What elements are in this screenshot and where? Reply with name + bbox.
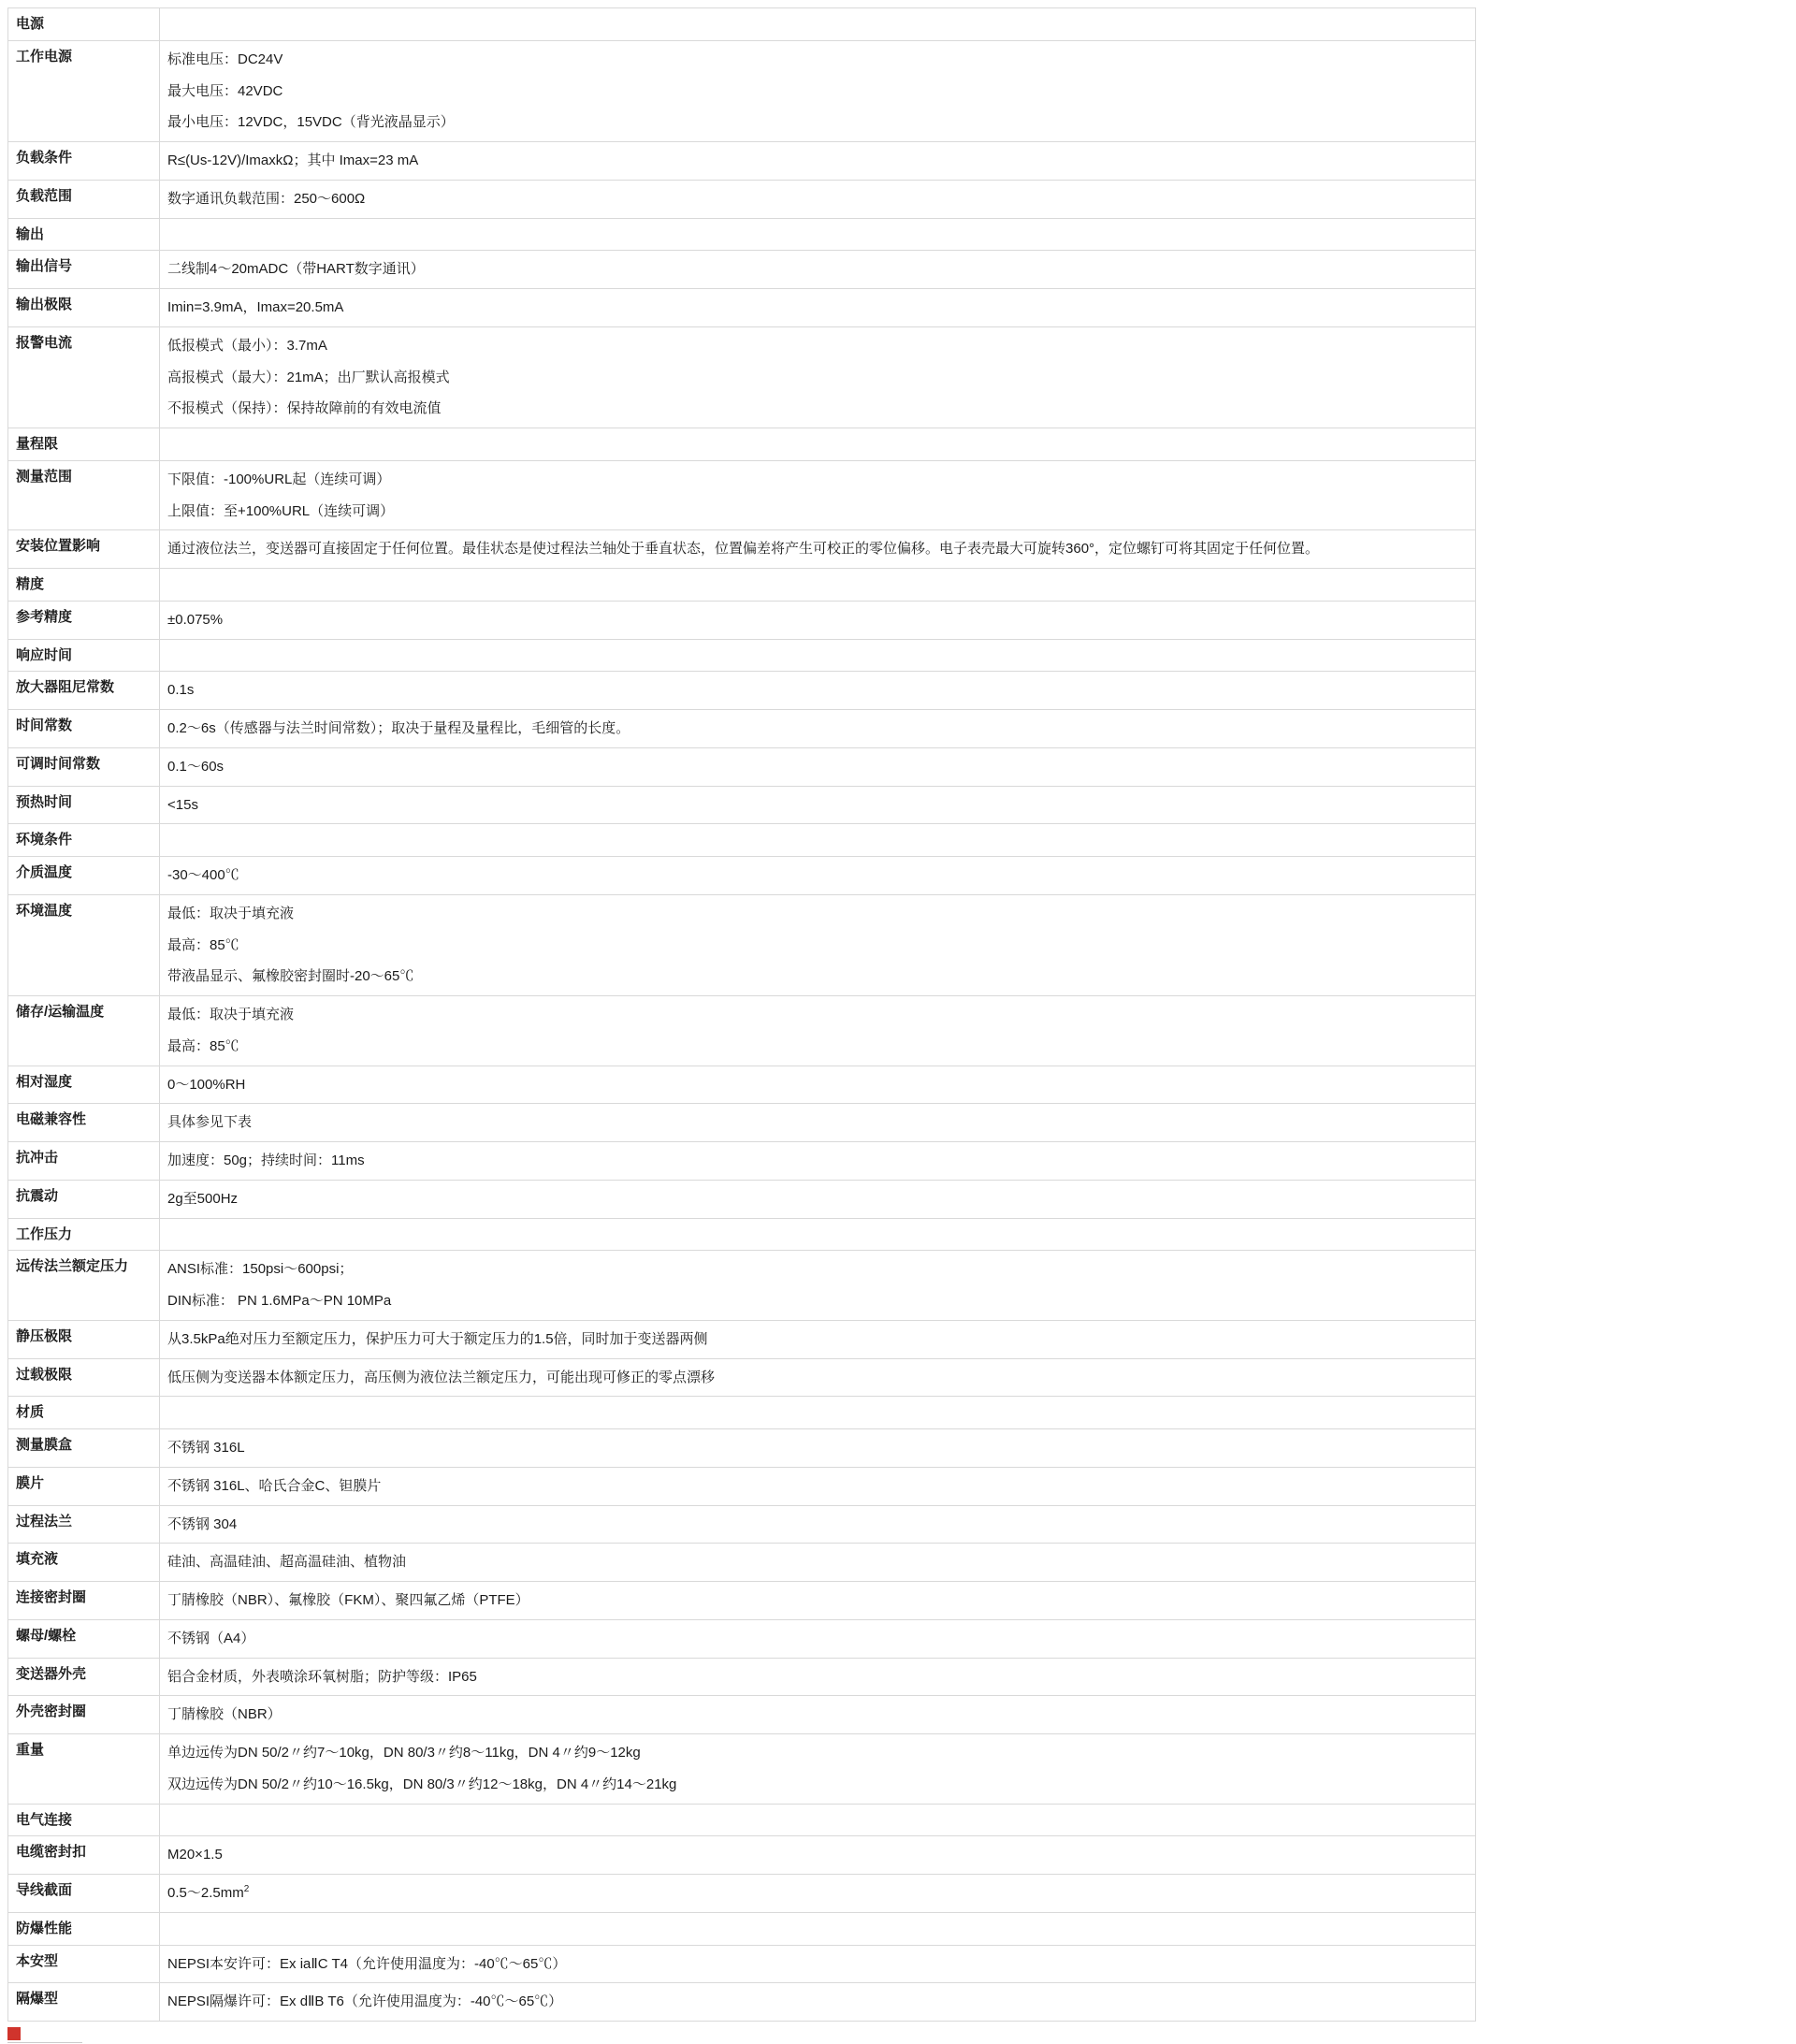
row-value (160, 180, 1476, 218)
table-row (8, 1734, 1476, 1805)
row-value (160, 1804, 1476, 1836)
row-value (160, 251, 1476, 289)
empty-cell (167, 14, 1468, 27)
row-label: 过程法兰 (8, 1505, 160, 1544)
row-value-line: 加速度：50g；持续时间：11ms (167, 1152, 365, 1168)
table-row (8, 996, 1476, 1066)
row-value-line: 0.1s (167, 682, 195, 699)
table-row (8, 747, 1476, 786)
row-value-line: 最高：85℃ (167, 1037, 239, 1054)
row-value (160, 530, 1476, 569)
row-value (160, 1696, 1476, 1734)
row-label: 储存/运输温度 (8, 996, 160, 1066)
row-value-line: 不锈钢 316L (167, 1440, 245, 1456)
row-value-line: 数字通讯负载范围：250～600Ω (167, 190, 366, 207)
specification-table (7, 7, 1476, 2022)
empty-cell (167, 830, 1468, 843)
table-row (8, 1658, 1476, 1696)
table-row (8, 1696, 1476, 1734)
table-row (8, 1251, 1476, 1321)
row-value-line: ANSI标准：150psi～600psi； (167, 1261, 354, 1278)
row-value (160, 747, 1476, 786)
table-row (8, 639, 1476, 672)
row-label: 可调时间常数 (8, 747, 160, 786)
row-value-line: 单边远传为DN 50/2〃约7～10kg，DN 80/3〃约8～11kg，DN 4〃约9～12kg (167, 1745, 641, 1761)
row-label: 静压极限 (8, 1320, 160, 1358)
row-label: 电气连接 (8, 1804, 160, 1836)
table-row (8, 1505, 1476, 1544)
row-value (160, 1104, 1476, 1142)
row-value (160, 218, 1476, 251)
row-label: 材质 (8, 1397, 160, 1429)
table-row (8, 1875, 1476, 1913)
table-row (8, 857, 1476, 895)
row-value-line: 从3.5kPa绝对压力至额定压力，保护压力可大于额定压力的1.5倍，同时加于变送器两侧 (167, 1330, 708, 1347)
empty-cell (167, 645, 1468, 659)
row-label: 抗冲击 (8, 1142, 160, 1181)
row-value-line: 不报模式（保持）：保持故障前的有效电流值 (167, 400, 442, 417)
row-value (160, 857, 1476, 895)
red-square-icon (7, 2027, 21, 2040)
row-value (160, 1429, 1476, 1468)
row-value-line: 低压侧为变送器本体额定压力，高压侧为液位法兰额定压力，可能出现可修正的零点漂移 (167, 1369, 716, 1385)
row-value-line: 丁腈橡胶（NBR）、氟橡胶（FKM）、聚四氟乙烯（PTFE） (167, 1592, 529, 1608)
row-label: 连接密封圈 (8, 1582, 160, 1620)
table-row (8, 569, 1476, 602)
table-row (8, 1065, 1476, 1104)
row-label: 精度 (8, 569, 160, 602)
row-value (160, 1218, 1476, 1251)
row-label: 环境条件 (8, 824, 160, 857)
row-value (160, 326, 1476, 428)
table-row (8, 142, 1476, 181)
row-value-line: 最小电压：12VDC，15VDC（背光液晶显示） (167, 114, 455, 131)
row-label: 外壳密封圈 (8, 1696, 160, 1734)
row-label: 输出 (8, 218, 160, 251)
row-value-line: NEPSI本安许可：Ex iaⅡC T4（允许使用温度为：-40℃～65℃） (167, 1955, 567, 1972)
table-row (8, 1320, 1476, 1358)
table-row (8, 1142, 1476, 1181)
row-value-line: 硅油、高温硅油、超高温硅油、植物油 (167, 1554, 407, 1571)
row-value-line: 最低：取决于填充液 (167, 1007, 295, 1022)
row-value (160, 1358, 1476, 1397)
table-row (8, 1429, 1476, 1468)
row-value-line: 具体参见下表 (167, 1114, 253, 1131)
row-value-line: 丁腈橡胶（NBR） (167, 1706, 282, 1723)
row-label: 响应时间 (8, 639, 160, 672)
table-row (8, 251, 1476, 289)
row-label: 变送器外壳 (8, 1658, 160, 1696)
table-row (8, 1180, 1476, 1218)
table-row (8, 289, 1476, 327)
row-label: 工作压力 (8, 1218, 160, 1251)
empty-cell (167, 1810, 1468, 1823)
row-value (160, 289, 1476, 327)
row-value (160, 460, 1476, 530)
empty-cell (167, 225, 1468, 238)
row-value-line: 0.2～6s（传感器与法兰时间常数）；取决于量程及量程比，毛细管的长度。 (167, 720, 630, 736)
row-label: 过载极限 (8, 1358, 160, 1397)
row-value (160, 1582, 1476, 1620)
row-label: 负载条件 (8, 142, 160, 181)
row-value (160, 1983, 1476, 2022)
row-value (160, 40, 1476, 141)
table-row (8, 530, 1476, 569)
table-row (8, 1104, 1476, 1142)
row-value-line: NEPSI隔爆许可：Ex dⅡB T6（允许使用温度为：-40℃～65℃） (167, 1993, 563, 2010)
row-label: 报警电流 (8, 326, 160, 428)
row-value (160, 142, 1476, 181)
document-page (0, 7, 1796, 2044)
row-value (160, 1505, 1476, 1544)
row-label: 工作电源 (8, 40, 160, 141)
table-row (8, 824, 1476, 857)
row-value-line: 低报模式（最小）：3.7mA (167, 337, 327, 354)
row-label: 膜片 (8, 1467, 160, 1505)
row-label: 隔爆型 (8, 1983, 160, 2022)
row-value (160, 1658, 1476, 1696)
row-value (160, 1836, 1476, 1875)
table-row (8, 40, 1476, 141)
table-row (8, 1836, 1476, 1875)
row-value (160, 710, 1476, 748)
table-row (8, 601, 1476, 639)
row-value-line: 双边远传为DN 50/2〃约10～16.5kg，DN 80/3〃约12～18kg，DN 4〃约14～21kg (167, 1776, 677, 1792)
row-value-line: 通过液位法兰，变送器可直接固定于任何位置。最佳状态是使过程法兰轴处于垂直状态，位置偏差将产生可校正的零位偏移。电子表壳最大可旋转360°，定位螺钉可将其固定于任何位置。 (167, 541, 1320, 558)
row-label: 电磁兼容性 (8, 1104, 160, 1142)
row-value-line: DIN标准： PN 1.6MPa～PN 10MPa (167, 1293, 392, 1309)
row-value (160, 1912, 1476, 1945)
row-label: 导线截面 (8, 1875, 160, 1913)
empty-cell (167, 1225, 1468, 1238)
row-value (160, 672, 1476, 710)
row-value (160, 824, 1476, 857)
table-row (8, 1358, 1476, 1397)
empty-cell (167, 1402, 1468, 1415)
row-value (160, 428, 1476, 461)
row-value-line: 0～100%RH (167, 1076, 246, 1093)
table-row (8, 218, 1476, 251)
row-label: 防爆性能 (8, 1912, 160, 1945)
row-label: 输出信号 (8, 251, 160, 289)
superscript-unit: 2 (243, 1884, 250, 1894)
row-value-line: 2g至500Hz (167, 1190, 239, 1207)
row-value (160, 1320, 1476, 1358)
row-value (160, 639, 1476, 672)
table-row (8, 894, 1476, 995)
row-label: 相对湿度 (8, 1065, 160, 1104)
row-value-line: 下限值：-100%URL起（连续可调） (167, 471, 391, 487)
row-value (160, 996, 1476, 1066)
empty-cell (167, 434, 1468, 447)
row-label: 电缆密封扣 (8, 1836, 160, 1875)
table-row (8, 1983, 1476, 2022)
row-value-line: 不锈钢（A4） (167, 1630, 255, 1646)
row-label: 预热时间 (8, 786, 160, 824)
row-value (160, 1467, 1476, 1505)
table-row (8, 428, 1476, 461)
row-value-line: -30～400℃ (167, 867, 239, 883)
row-value-line: 二线制4～20mADC（带HART数字通讯） (167, 261, 425, 278)
table-row (8, 710, 1476, 748)
row-value-line: 最大电压：42VDC (167, 82, 283, 99)
row-label: 安装位置影响 (8, 530, 160, 569)
empty-cell (167, 574, 1468, 587)
row-value-line: ±0.075% (167, 611, 224, 628)
table-row (8, 786, 1476, 824)
row-value (160, 1734, 1476, 1805)
row-label: 远传法兰额定压力 (8, 1251, 160, 1321)
row-value (160, 1251, 1476, 1321)
table-row (8, 1544, 1476, 1582)
row-label: 参考精度 (8, 601, 160, 639)
row-label: 测量范围 (8, 460, 160, 530)
table-row (8, 180, 1476, 218)
table-row (8, 1619, 1476, 1658)
row-value-line: 最低：取决于填充液 (167, 905, 295, 921)
row-label: 抗震动 (8, 1180, 160, 1218)
table-row (8, 672, 1476, 710)
row-value (160, 1065, 1476, 1104)
row-label: 电源 (8, 8, 160, 41)
row-value (160, 1544, 1476, 1582)
row-value (160, 1875, 1476, 1913)
row-label: 填充液 (8, 1544, 160, 1582)
row-value-line: M20×1.5 (167, 1847, 223, 1863)
table-row (8, 1945, 1476, 1983)
row-value-line: 标准电压：DC24V (167, 51, 283, 67)
row-label: 量程限 (8, 428, 160, 461)
table-row (8, 1582, 1476, 1620)
table-row (8, 1218, 1476, 1251)
row-value-line: 0.1～60s (167, 758, 224, 775)
page-footer-mark (7, 2027, 1476, 2044)
row-label: 时间常数 (8, 710, 160, 748)
row-value-line: 带液晶显示、氟橡胶密封圈时-20～65℃ (167, 968, 414, 985)
row-label: 螺母/螺栓 (8, 1619, 160, 1658)
empty-cell (167, 1919, 1468, 1932)
row-value (160, 569, 1476, 602)
specification-table-body (8, 8, 1476, 2022)
row-label: 重量 (8, 1734, 160, 1805)
row-value-line: R≤(Us-12V)/ImaxkΩ；其中 Imax=23 mA (167, 152, 419, 168)
row-label: 介质温度 (8, 857, 160, 895)
row-value (160, 8, 1476, 41)
row-value-line: 高报模式（最大）：21mA；出厂默认高报模式 (167, 369, 450, 385)
row-value (160, 1397, 1476, 1429)
row-value-line: 不锈钢 316L、哈氏合金C、钽膜片 (167, 1477, 382, 1494)
row-label: 输出极限 (8, 289, 160, 327)
table-row (8, 1397, 1476, 1429)
row-label: 本安型 (8, 1945, 160, 1983)
row-label: 负载范围 (8, 180, 160, 218)
row-value-line: 不锈钢 304 (167, 1515, 238, 1532)
row-value (160, 894, 1476, 995)
table-row (8, 1912, 1476, 1945)
row-label: 环境温度 (8, 894, 160, 995)
table-row (8, 1467, 1476, 1505)
table-row (8, 326, 1476, 428)
row-value (160, 1142, 1476, 1181)
row-label: 放大器阻尼常数 (8, 672, 160, 710)
row-value-line: 铝合金材质，外表喷涂环氧树脂；防护等级：IP65 (167, 1668, 477, 1685)
table-row (8, 8, 1476, 41)
row-value-line: 最高：85℃ (167, 936, 239, 953)
table-row (8, 1804, 1476, 1836)
row-value-line: Imin=3.9mA，Imax=20.5mA (167, 299, 344, 315)
row-value-line: 上限值：至+100%URL（连续可调） (167, 502, 395, 519)
row-value-line: $0.5\sim 2.5mm^2$ (167, 1884, 250, 1901)
row-value (160, 1180, 1476, 1218)
row-value (160, 1619, 1476, 1658)
table-row (8, 460, 1476, 530)
footer-divider (7, 2042, 82, 2043)
row-value (160, 1945, 1476, 1983)
row-value-line: <15s (167, 796, 198, 813)
row-value (160, 601, 1476, 639)
row-label: 测量膜盒 (8, 1429, 160, 1468)
row-value (160, 786, 1476, 824)
